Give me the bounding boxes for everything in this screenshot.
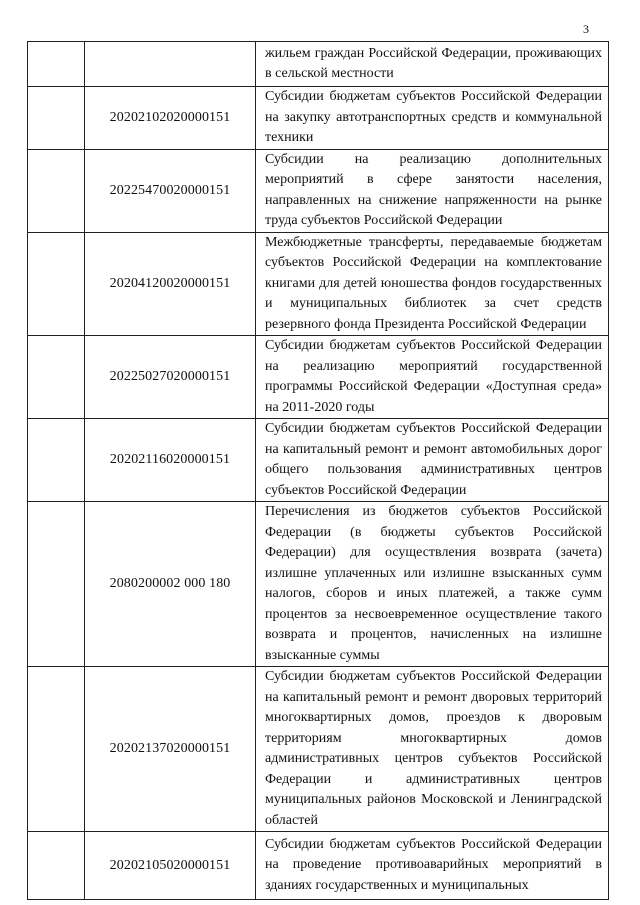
description-text xyxy=(265,44,602,85)
description-line: труда субъектов Российской Федерации xyxy=(265,213,503,228)
description-cell xyxy=(256,419,609,502)
empty-cell xyxy=(28,832,85,900)
description-text xyxy=(265,835,602,897)
description-line: процентов за несвоевременное осуществление такого xyxy=(265,606,602,622)
description-line: на закупку автотранспортных средств и коммунальной xyxy=(265,109,602,125)
description-line: Субсидии бюджетам субъектов Российской Федерации xyxy=(265,338,602,353)
table-body xyxy=(28,42,609,900)
empty-cell xyxy=(28,232,85,336)
empty-cell xyxy=(28,87,85,150)
table-row xyxy=(28,232,609,336)
description-cell xyxy=(256,232,609,336)
table-row xyxy=(28,149,609,232)
description-line: субъектов Российской Федерации xyxy=(265,482,467,498)
description-line: на проведение противоаварийных мероприятий в xyxy=(265,857,602,873)
page-number: 3 xyxy=(583,22,589,36)
description-line: областей xyxy=(265,812,319,828)
empty-cell xyxy=(28,149,85,232)
code-cell: 20202116020000151 xyxy=(85,419,256,502)
empty-cell xyxy=(28,336,85,419)
code-cell: 20204120020000151 xyxy=(85,232,256,336)
description-line: направленных на снижение напряженности на рынке xyxy=(265,192,602,208)
description-line: мероприятий в сфере занятости населения, xyxy=(265,172,602,187)
code-cell: 20202105020000151 xyxy=(85,832,256,900)
description-line: на 2011-2020 годы xyxy=(265,399,375,415)
code-cell: 20202102020000151 xyxy=(85,87,256,150)
description-cell xyxy=(256,502,609,667)
table-row xyxy=(28,87,609,150)
description-line: Субсидии бюджетам субъектов Российской Федерации xyxy=(265,836,602,852)
description-line: Межбюджетные трансферты, передаваемые бюджетам xyxy=(265,234,602,250)
table-row xyxy=(28,667,609,832)
description-line: на капитальный ремонт и ремонт дворовых территорий xyxy=(265,689,602,705)
description-line: Субсидии бюджетам субъектов Российской Федерации xyxy=(265,89,602,104)
code-cell: 20225027020000151 xyxy=(85,336,256,419)
table-row xyxy=(28,419,609,502)
description-line: взысканные суммы xyxy=(265,647,380,663)
description-line: Субсидии бюджетам субъектов Российской Федерации xyxy=(265,669,602,684)
description-line: Перечисления из бюджетов субъектов Российской xyxy=(265,504,602,519)
description-cell xyxy=(256,832,609,900)
description-line: зданиях государственных и муниципальных xyxy=(265,877,529,893)
description-line: книгами для детей юношества фондов государственных xyxy=(265,275,602,291)
description-text xyxy=(265,150,602,232)
table-row xyxy=(28,42,609,87)
description-line: Федерации) для осуществления возврата (зачета) xyxy=(265,545,602,560)
description-cell xyxy=(256,42,609,87)
description-line: на капитальный ремонт и ремонт автомобильных дорог xyxy=(265,441,602,457)
description-line: многоквартирных домов, проездов к дворовым xyxy=(265,710,602,725)
description-line: субъектов Российской Федерации на комплектование xyxy=(265,255,602,270)
description-line: жильем граждан Российской Федерации, проживающих xyxy=(265,45,602,61)
empty-cell xyxy=(28,502,85,667)
description-line: Федерации (в бюджеты субъектов Российской xyxy=(265,524,602,540)
empty-cell xyxy=(28,667,85,832)
description-line: программы Российской Федерации «Доступная среда» xyxy=(265,379,602,394)
description-line: и муниципальных библиотек за счет средств xyxy=(265,296,602,311)
description-line: Субсидии на реализацию дополнительных xyxy=(265,151,602,167)
description-line: Федерации и административных центров xyxy=(265,771,602,787)
description-line: техники xyxy=(265,130,314,145)
code-cell: 20225470020000151 xyxy=(85,149,256,232)
description-line: административных центров субъектов Российской xyxy=(265,751,602,766)
budget-codes-table xyxy=(27,41,609,900)
description-text xyxy=(265,336,602,418)
description-line: муниципальных районов Московской и Ленинградской xyxy=(265,792,602,807)
description-cell xyxy=(256,336,609,419)
description-text xyxy=(265,233,602,336)
description-line: общего пользования административных центров xyxy=(265,462,602,477)
empty-cell xyxy=(28,42,85,87)
description-line: резервного фонда Президента Российской Федерации xyxy=(265,316,587,332)
description-line: территориям многоквартирных домов xyxy=(265,730,602,746)
code-cell: 2080200002 000 180 xyxy=(85,502,256,667)
description-line: налогов, сборов и иных платежей, а также сумм xyxy=(265,586,602,601)
empty-cell xyxy=(28,419,85,502)
description-text xyxy=(265,502,602,666)
table-row xyxy=(28,502,609,667)
description-cell xyxy=(256,87,609,150)
code-cell: 20202137020000151 xyxy=(85,667,256,832)
description-cell xyxy=(256,149,609,232)
description-line: излишне уплаченных или излишне взысканных сумм xyxy=(265,565,602,581)
description-text xyxy=(265,667,602,831)
description-cell xyxy=(256,667,609,832)
table-row xyxy=(28,832,609,900)
description-line: в сельской местности xyxy=(265,66,394,81)
description-text xyxy=(265,87,602,149)
description-text xyxy=(265,419,602,501)
description-line: Субсидии бюджетам субъектов Российской Федерации xyxy=(265,421,602,436)
code-cell xyxy=(85,42,256,87)
description-line: возврата и процентов, начисленных на излишне xyxy=(265,627,602,642)
table-row xyxy=(28,336,609,419)
description-line: на реализацию мероприятий государственной xyxy=(265,358,602,374)
